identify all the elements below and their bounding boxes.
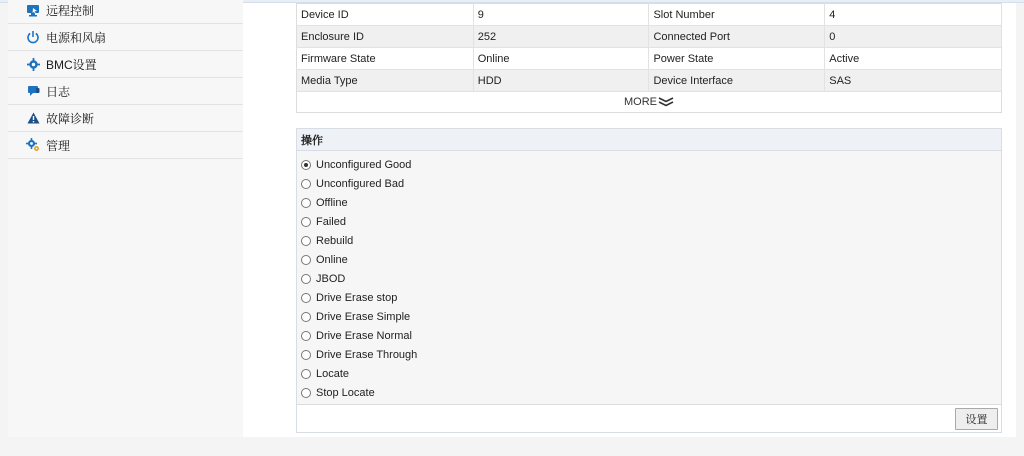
radio-button[interactable] [301,293,311,303]
field-value: HDD [473,70,649,92]
radio-button[interactable] [301,160,311,170]
radio-button[interactable] [301,388,311,398]
radio-label: Drive Erase Through [316,348,418,361]
radio-label: Offline [316,196,348,209]
radio-button[interactable] [301,255,311,265]
radio-label: Unconfigured Bad [316,177,405,190]
warning-icon [26,111,40,125]
radio-option[interactable] [301,193,348,212]
table-row [297,26,1002,48]
radio-option[interactable] [301,269,345,288]
sidebar-item-bmc-settings[interactable] [8,51,243,78]
field-label: Connected Port [649,26,825,48]
radio-button[interactable] [301,331,311,341]
field-label: Slot Number [649,4,825,26]
radio-button[interactable] [301,236,311,246]
sidebar-item-label: 管理 [46,138,71,153]
table-row [297,48,1002,70]
sidebar-item-label: 日志 [46,84,71,99]
sidebar-item-logs[interactable] [8,78,243,105]
radio-option[interactable] [301,174,404,193]
radio-option[interactable] [301,288,397,307]
field-label: Device Interface [649,70,825,92]
radio-label: Stop Locate [316,386,375,399]
sidebar [8,0,243,437]
sidebar-item-label: 远程控制 [46,3,95,18]
gear-icon [26,57,40,71]
radio-option[interactable] [301,250,348,269]
radio-button[interactable] [301,217,311,227]
double-chevron-down-icon [658,97,674,107]
radio-option[interactable] [301,212,346,231]
radio-label: JBOD [316,272,346,285]
sidebar-item-remote-control[interactable] [8,0,243,24]
field-value: 4 [825,4,1002,26]
radio-button[interactable] [301,179,311,189]
field-value: SAS [825,70,1002,92]
radio-option[interactable] [301,307,410,326]
sidebar-item-label: 故障诊断 [46,111,95,126]
monitor-icon [26,3,40,17]
field-value: 0 [825,26,1002,48]
radio-label: Online [316,253,348,266]
field-label: Device ID [297,4,474,26]
radio-option[interactable] [301,345,417,364]
sidebar-item-label: 电源和风扇 [46,30,107,45]
set-button[interactable]: 设置 [955,408,998,430]
field-value: 9 [473,4,649,26]
radio-option[interactable] [301,155,411,174]
sidebar-item-label: BMC设置 [46,57,97,72]
radio-button[interactable] [301,369,311,379]
radio-label: Drive Erase Normal [316,329,412,342]
radio-label: Drive Erase Simple [316,310,411,323]
operations-title: 操作 [297,129,1001,151]
radio-label: Rebuild [316,234,354,247]
settings-icon [26,138,40,152]
sidebar-item-diagnostics[interactable] [8,105,243,132]
more-label: MORE [624,95,657,108]
drive-details-table [296,3,1002,92]
radio-button[interactable] [301,312,311,322]
field-value: Online [473,48,649,70]
sidebar-item-management[interactable] [8,132,243,159]
power-icon [26,30,40,44]
more-toggle[interactable] [296,91,1002,113]
sidebar-item-power-fan[interactable] [8,24,243,51]
operations-options [297,151,1001,405]
field-value: 252 [473,26,649,48]
radio-button[interactable] [301,198,311,208]
field-label: Power State [649,48,825,70]
radio-button[interactable] [301,350,311,360]
field-label: Media Type [297,70,474,92]
radio-option[interactable] [301,231,353,250]
radio-option[interactable] [301,383,375,402]
main-content [243,3,1016,437]
radio-option[interactable] [301,364,349,383]
radio-label: Failed [316,215,346,228]
operations-panel [296,128,1002,433]
field-label: Enclosure ID [297,26,474,48]
field-value: Active [825,48,1002,70]
field-label: Firmware State [297,48,474,70]
radio-label: Drive Erase stop [316,291,398,304]
chat-icon [26,84,40,98]
radio-label: Locate [316,367,350,380]
radio-option[interactable] [301,326,412,345]
radio-button[interactable] [301,274,311,284]
table-row [297,70,1002,92]
table-row [297,4,1002,26]
radio-label: Unconfigured Good [316,158,412,171]
